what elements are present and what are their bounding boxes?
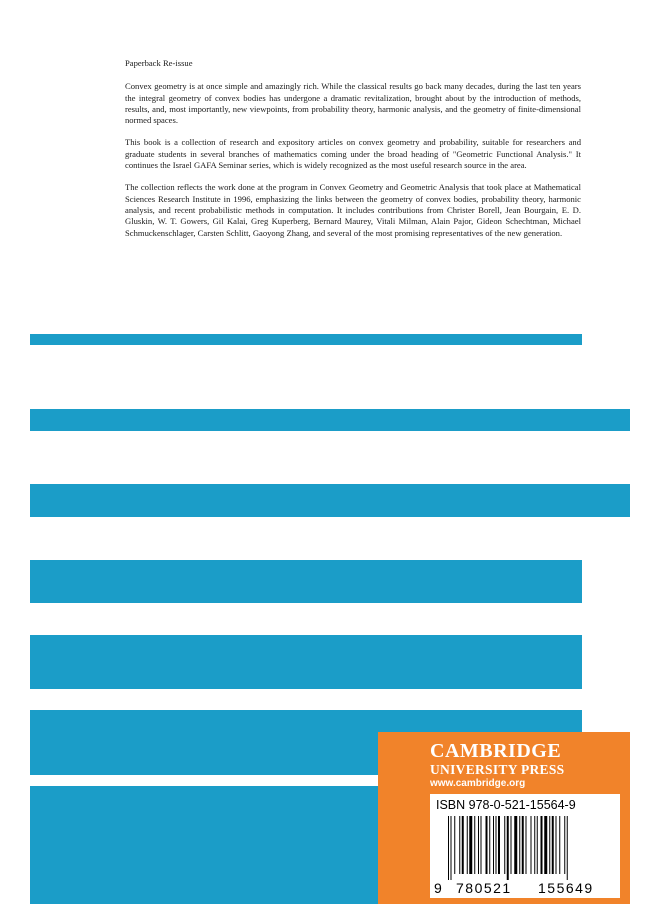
barcode-bar: [531, 816, 532, 874]
barcode-bar: [481, 816, 482, 874]
description-paragraph-2: This book is a collection of research and expository articles on convex geometry and probability, suitable for researchers and graduate students in several branches of mathematics coming under the broad heading of "Geometric Functional Analysis." It continues the Israel GAFA Seminar series, which is widely recognized as the most useful research source in the area.: [125, 137, 581, 171]
barcode-bar: [541, 816, 543, 874]
barcode-bar: [469, 816, 472, 874]
decorative-band-5: [30, 635, 582, 689]
barcode-lead-digit: 9: [434, 880, 442, 896]
isbn-label: ISBN 978-0-521-15564-9: [436, 798, 576, 812]
barcode-bar: [474, 816, 475, 874]
barcode-bar: [448, 816, 449, 880]
barcode-bar: [486, 816, 488, 874]
barcode-bar: [511, 816, 512, 874]
barcode-bar: [507, 816, 509, 880]
barcode-bar: [567, 816, 568, 880]
barcode-bar: [556, 816, 557, 874]
barcode-bar: [498, 816, 500, 874]
description-paragraph-1: Convex geometry is at once simple and amazingly rich. While the classical results go back many decades, during the last ten years the integral geometry of convex bodies has undergone a dramatic revitalization, brought about by the introduction of methods, results, and, most importantly, new viewpoints, from probability theory, harmonic analysis, and the geometry of finite-dimensional normed spaces.: [125, 81, 581, 126]
barcode-bar: [514, 816, 517, 874]
barcode-group-1: 780521: [456, 880, 512, 896]
barcode-bar: [549, 816, 550, 874]
barcode-bar: [462, 816, 464, 874]
publisher-url: www.cambridge.org: [430, 778, 526, 789]
back-cover-text: [125, 58, 581, 250]
barcode-bar: [489, 816, 490, 874]
barcode-bar: [522, 816, 524, 874]
barcode-bar: [459, 816, 460, 874]
barcode-bar: [559, 816, 560, 874]
decorative-band-2: [30, 409, 630, 431]
barcode-bar: [519, 816, 520, 874]
barcode-bar: [526, 816, 527, 874]
barcode-bar: [451, 816, 452, 880]
barcode-digits: [430, 880, 620, 896]
barcode-bars: [448, 816, 616, 880]
barcode-bar: [504, 816, 505, 874]
decorative-band-1: [30, 334, 582, 345]
barcode-bar: [467, 816, 468, 874]
decorative-band-4: [30, 560, 582, 603]
barcode-bar: [478, 816, 479, 874]
barcode-group-2: 155649: [538, 880, 594, 896]
barcode-bar: [493, 816, 494, 874]
decorative-band-3: [30, 484, 630, 517]
barcode-bar: [544, 816, 547, 874]
description-paragraph-3: The collection reflects the work done at the program in Convex Geometry and Geometric Analysis that took place at Mathematical Sciences Research Institute in 1996, emphasizing the links between the geometry of convex bodies, probability theory, harmonic analysis, and recent probabilistic methods in computation. It includes contributions from Christer Borell, Jean Bourgain, E. D. Gluskin, W. T. Gowers, Gil Kalai, Greg Kuperberg, Bernard Maurey, Vitali Milman, Alain Pajor, Gideon Schechtman, Michael Schmuckenschlager, Carsten Schlitt, Gaoyong Zhang, and several of the most promising representatives of the new generation.: [125, 182, 581, 238]
barcode-bar: [534, 816, 535, 874]
barcode-bar: [496, 816, 497, 874]
barcode-bar: [537, 816, 538, 874]
barcode-panel: [430, 794, 620, 898]
barcode-bar: [552, 816, 554, 874]
barcode-bar: [454, 816, 455, 874]
reissue-label: Paperback Re-issue: [125, 58, 193, 68]
barcode-bar: [564, 816, 565, 874]
publisher-name: CAMBRIDGE: [430, 740, 562, 762]
publisher-logo-box: [378, 732, 630, 904]
publisher-subtitle: UNIVERSITY PRESS: [430, 762, 565, 777]
